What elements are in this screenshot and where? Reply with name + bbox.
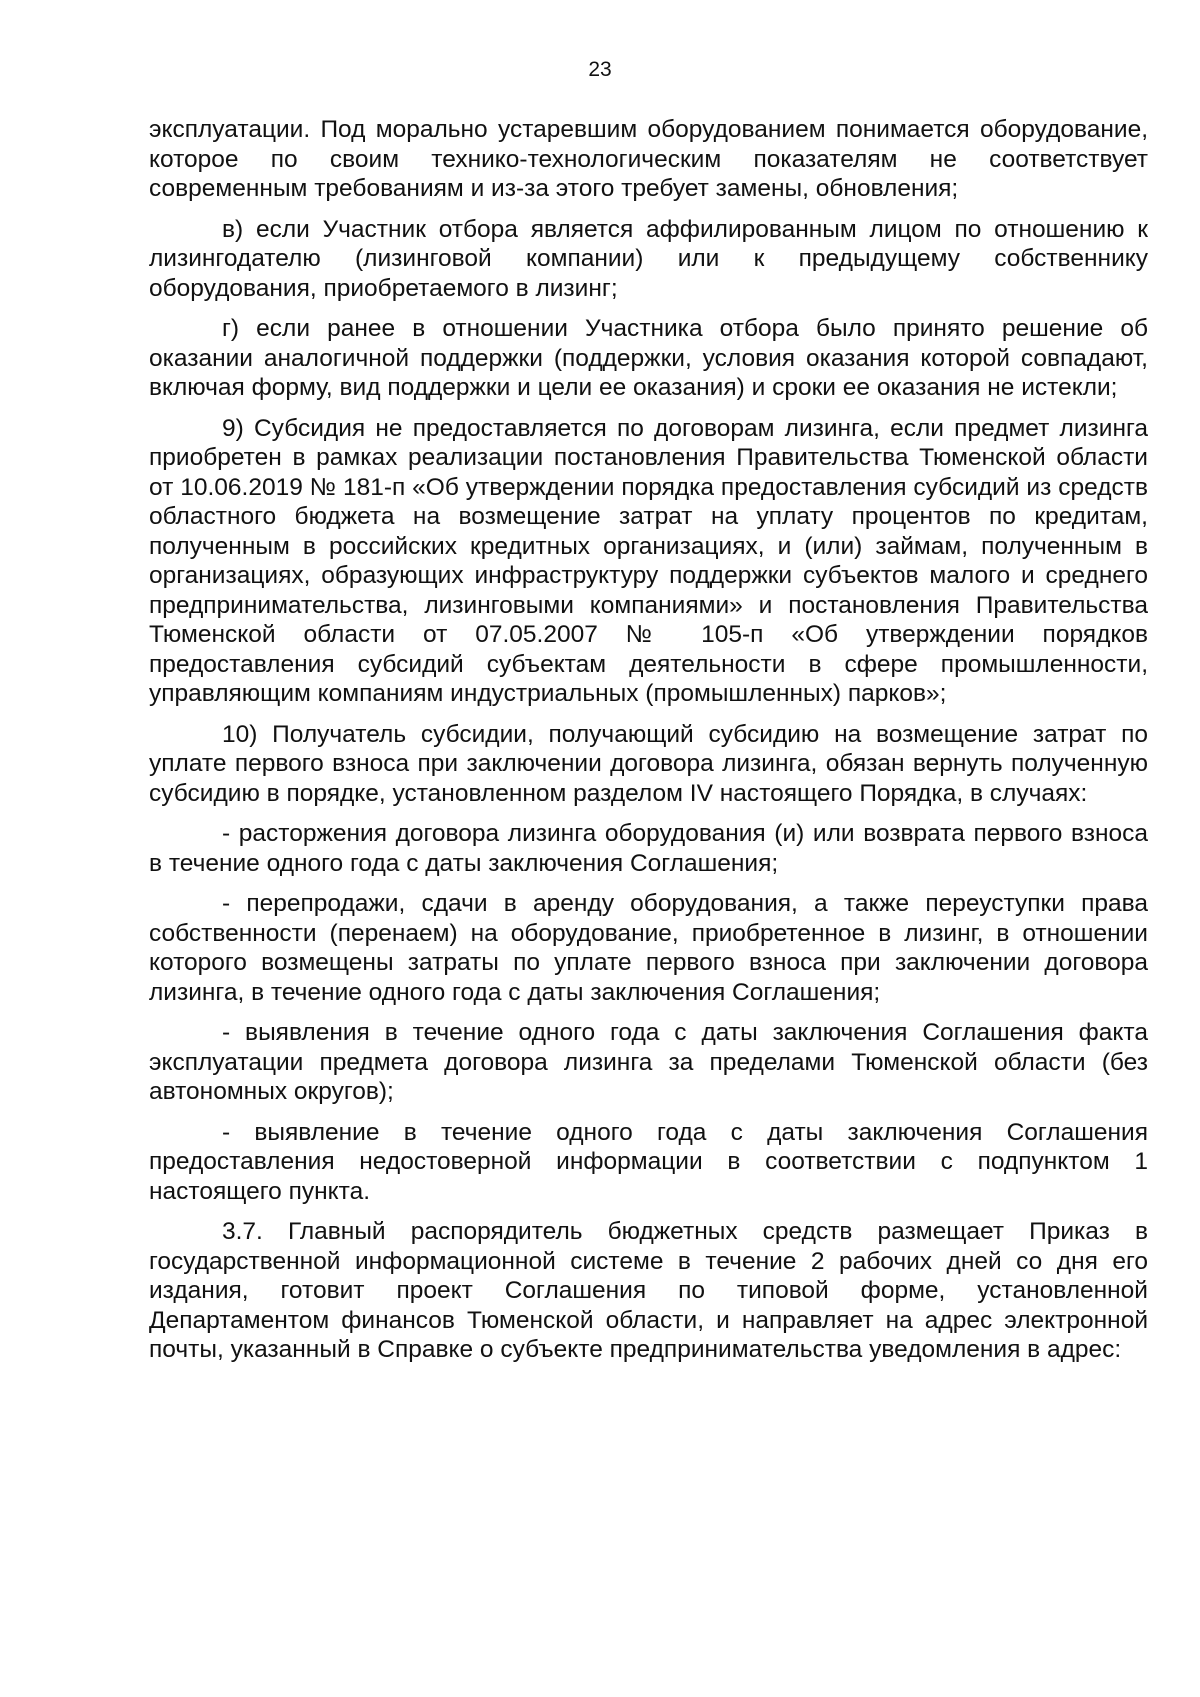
paragraph-item-v: в) если Участник отбора является аффилированным лицом по отношению к лизингодателю (лизинговой компании) или к предыдущему собственнику оборудования, приобретаемого в лизинг; [149, 215, 1148, 302]
paragraph-item-g: г) если ранее в отношении Участника отбора было принято решение об оказании аналогичной поддержки (поддержки, условия оказания которой совпадают, включая форму, вид поддержки и цели ее оказания) и сроки ее оказания не истекли; [149, 315, 1148, 401]
paragraph-item-9: 9) Субсидия не предоставляется по договорам лизинга, если предмет лизинга приобретен в рамках реализации постановления Правительства Тюменской области от 10.06.2019 № 181-п «Об утверждении порядка предоставления субсидий из средств областного бюджета на возмещение затрат на уплату процентов по кредитам, полученным в российских кредитных организациях, и (или) займам, полученным в организациях, образующих инфраструктуру поддержки субъектов малого и среднего предпринимательства, лизинговыми компаниями» и постановления Правительства Тюменской области от 07.05.2007 № 105-п «Об утверждении порядков предоставления субсидий субъектам деятельности в сфере промышленности, управляющим компаниям индустриальных (промышленных) парков»; [149, 414, 1148, 707]
paragraph-continuation: эксплуатации. Под морально устаревшим оборудованием понимается оборудование, которое по своим технико-технологическим показателям не соответствует современным требованиям и из-за этого требует замены, обновления; [149, 116, 1148, 202]
paragraph-case-resale: - перепродажи, сдачи в аренду оборудования, а также переуступки права собственности (перенаем) на оборудование, приобретенное в лизинг, в отношении которого возмещены затраты по уплате первого взноса при заключении договора лизинга, в течение одного года с даты заключения Соглашения; [149, 890, 1148, 1006]
paragraph-case-exploitation: - выявления в течение одного года с даты заключения Соглашения факта эксплуатации предмета договора лизинга за пределами Тюменской области (без автономных округов); [149, 1019, 1148, 1105]
paragraph-item-10: 10) Получатель субсидии, получающий субсидию на возмещение затрат по уплате первого взноса при заключении договора лизинга, обязан вернуть полученную субсидию в порядке, установленном разделом IV настоящего Порядка, в случаях: [149, 720, 1148, 807]
paragraph-case-termination: - расторжения договора лизинга оборудования (и) или возврата первого взноса в течение одного года с даты заключения Соглашения; [149, 820, 1148, 877]
paragraph-case-false-info: - выявление в течение одного года с даты заключения Соглашения предоставления недостоверной информации в соответствии с подпунктом 1 настоящего пункта. [149, 1118, 1148, 1205]
page-number: 23 [588, 58, 612, 81]
document-body [149, 115, 1148, 1376]
paragraph-section-3-7: 3.7. Главный распорядитель бюджетных средств размещает Приказ в государственной информационной системе в течение 2 рабочих дней со дня его издания, готовит проект Соглашения по типовой форме, установленной Департаментом финансов Тюменской области, и направляет на адрес электронной почты, указанный в Справке о субъекте предпринимательства уведомления в адрес: [149, 1218, 1148, 1363]
